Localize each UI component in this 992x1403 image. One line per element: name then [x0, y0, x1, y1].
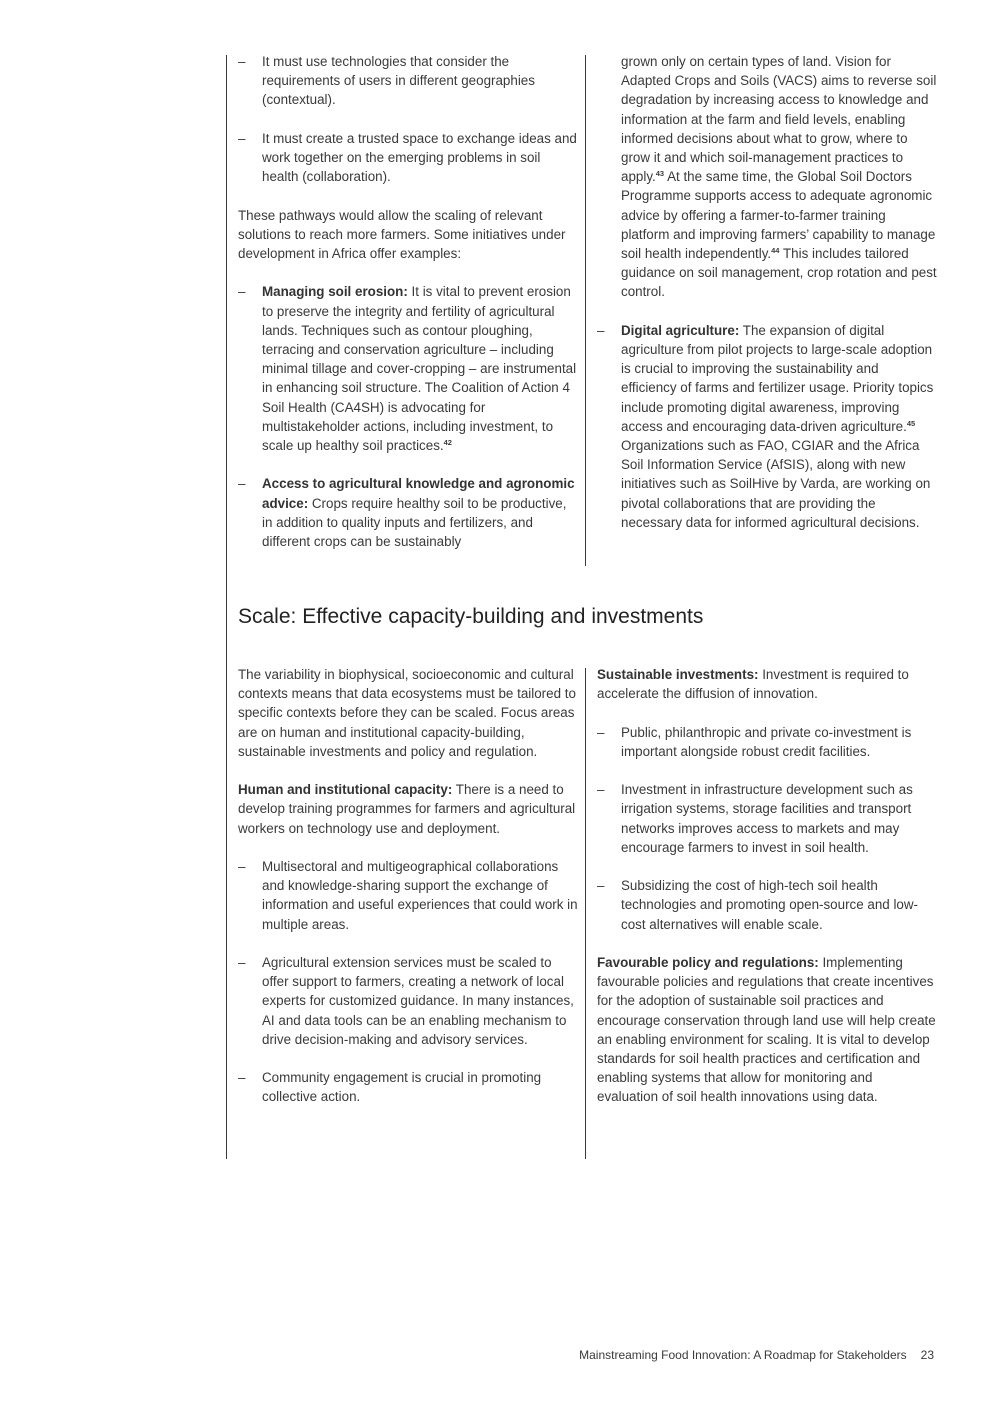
paragraph-text: There is a need to develop training programmes for farmers and agricultural workers on technology use and deployment. [238, 782, 576, 836]
bullet-text: This includes tailored guidance on soil management, crop rotation and pest control. [621, 246, 937, 300]
list-item-continued [597, 52, 937, 302]
bullet-text: It must use technologies that consider the requirements of users in different geographies (contextual). [262, 54, 535, 108]
section-heading: Scale: Effective capacity-building and investments [238, 605, 704, 628]
bullet-text: Organizations such as FAO, CGIAR and the Africa Soil Information Service (AfSIS), along with new initiatives such as SoilHive by Varda, are working on pivotal collaborations that are providing the necessary data for informed agricultural decisions. [621, 438, 931, 530]
dash-marker: – [597, 724, 605, 740]
intro-paragraph: The variability in biophysical, socioeconomic and cultural contexts means that data ecosystems must be tailored to specific contexts before they can be scaled. Focus areas are on human and institutional capacity-building, sustainable investments and policy and regulation. [238, 667, 576, 759]
bullet-text: Subsidizing the cost of high-tech soil health technologies and promoting open-source and low-cost alternatives will enable scale. [621, 878, 919, 932]
dash-marker: – [238, 54, 246, 69]
column-divider-bottom [585, 668, 586, 1159]
list-item [597, 780, 937, 857]
bullet-title: Digital agriculture: [621, 322, 740, 338]
list-item [238, 953, 578, 1049]
footer-title-rest: A Roadmap for Stakeholders [750, 1348, 907, 1362]
dash-marker: – [238, 955, 246, 970]
bullet-text: Crops require healthy soil to be productive, in addition to quality inputs and fertilizers, and different crops can be sustainably [262, 495, 567, 550]
section1-right-column [597, 52, 937, 532]
bullet-text: At the same time, the Global Soil Doctors Programme supports access to adequate agronomic advice by offering a farmer-to-farmer training platform and improving farmers’ capability to manage soil health independently. [621, 169, 936, 262]
dash-marker: – [597, 322, 605, 338]
list-item [597, 723, 937, 761]
left-margin-rule [226, 55, 227, 1159]
dash-marker: – [238, 1070, 246, 1086]
list-item [597, 876, 937, 934]
paragraph-text: Investment is required to accelerate the diffusion of innovation. [597, 667, 909, 702]
bullet-text: Agricultural extension services must be scaled to offer support to farmers, creating a network of local experts for customized guidance. In many instances, AI and data tools can be an enabling mechanism to drive decision-making and advisory services. [262, 955, 574, 1047]
list-item [238, 52, 578, 110]
paragraph-title: Favourable policy and regulations: [597, 954, 819, 970]
list-item [238, 474, 578, 551]
footnote-ref: 44 [771, 246, 780, 256]
bullet-text: Public, philanthropic and private co-investment is important alongside robust credit facilities. [621, 724, 912, 759]
dash-marker: – [597, 782, 605, 798]
list-item [597, 321, 937, 532]
dash-marker: – [597, 878, 605, 894]
bullet-title: Managing soil erosion: [262, 284, 408, 300]
investments-paragraph [597, 665, 937, 703]
human-capacity-paragraph [238, 780, 578, 838]
section1-left-column [238, 52, 578, 551]
paragraph-title: Sustainable investments: [597, 667, 759, 682]
list-item [238, 857, 578, 934]
page-number: 23 [920, 1348, 934, 1362]
dash-marker: – [238, 476, 246, 492]
bullet-text: grown only on certain types of land. Vision for Adapted Crops and Soils (VACS) aims to reverse soil degradation by increasing access to knowledge and information at the farm and field levels, enabling informed decisions about what to grow, where to grow it and which soil-management practices to apply. [621, 54, 937, 185]
paragraph-text: Implementing favourable policies and regulations that create incentives for the adoption of sustainable soil practices and encourage conservation through land use will help create an enabling environment for scaling. It is vital to develop standards for soil health practices and certification and enabling systems that allow for monitoring and evaluation of soil health innovations using data. [597, 954, 936, 1105]
bullet-text: Multisectoral and multigeographical collaborations and knowledge-sharing support the exchange of information and useful experiences that could work in multiple areas. [262, 859, 578, 932]
section2-left-column [238, 665, 578, 1107]
list-item [238, 282, 578, 455]
footnote-ref: 42 [443, 438, 452, 448]
dash-marker: – [238, 284, 246, 300]
bullet-text: It is vital to prevent erosion to preserve the integrity and fertility of agricultural lands. Techniques such as contour ploughing, terracing and conservation agriculture – including minimal tillage and cover-cropping – are instrumental in enhancing soil structure. The Coalition of Action 4 Soil Health (CA4SH) is advocating for multistakeholder actions, including investment, to scale up healthy soil practices. [262, 284, 577, 454]
section2-right-column [597, 665, 937, 1107]
bullet-text: Community engagement is crucial in promoting collective action. [262, 1070, 542, 1105]
bullet-text: It must create a trusted space to exchange ideas and work together on the emerging problems in soil health (collaboration). [262, 130, 577, 185]
footnote-ref: 43 [655, 169, 665, 179]
bullet-title: Access to agricultural knowledge and agronomic advice: [262, 476, 575, 511]
list-item [238, 129, 578, 187]
dash-marker: – [238, 859, 246, 874]
page-footer [520, 1347, 934, 1363]
column-divider-top [585, 55, 586, 566]
dash-marker: – [238, 130, 246, 146]
pathways-paragraph: These pathways would allow the scaling of relevant solutions to reach more farmers. Some initiatives under development in Africa offer examples: [238, 207, 566, 261]
footnote-ref: 45 [906, 418, 916, 428]
bullet-text: The expansion of digital agriculture from pilot projects to large-scale adoption is crucial to improving the sustainability and efficiency of farms and fertilizer usage. Priority topics include promoting digital awareness, improving access and encouraging data-driven agriculture. [621, 322, 934, 434]
paragraph-title: Human and institutional capacity: [238, 782, 453, 798]
list-item [238, 1068, 578, 1106]
bullet-text: Investment in infrastructure development such as irrigation systems, storage facilities and transport networks improves access to markets and may encourage farmers to invest in soil health. [621, 782, 913, 855]
footer-title-bold: Mainstreaming Food Innovation: [579, 1348, 751, 1362]
policy-paragraph [597, 953, 937, 1107]
